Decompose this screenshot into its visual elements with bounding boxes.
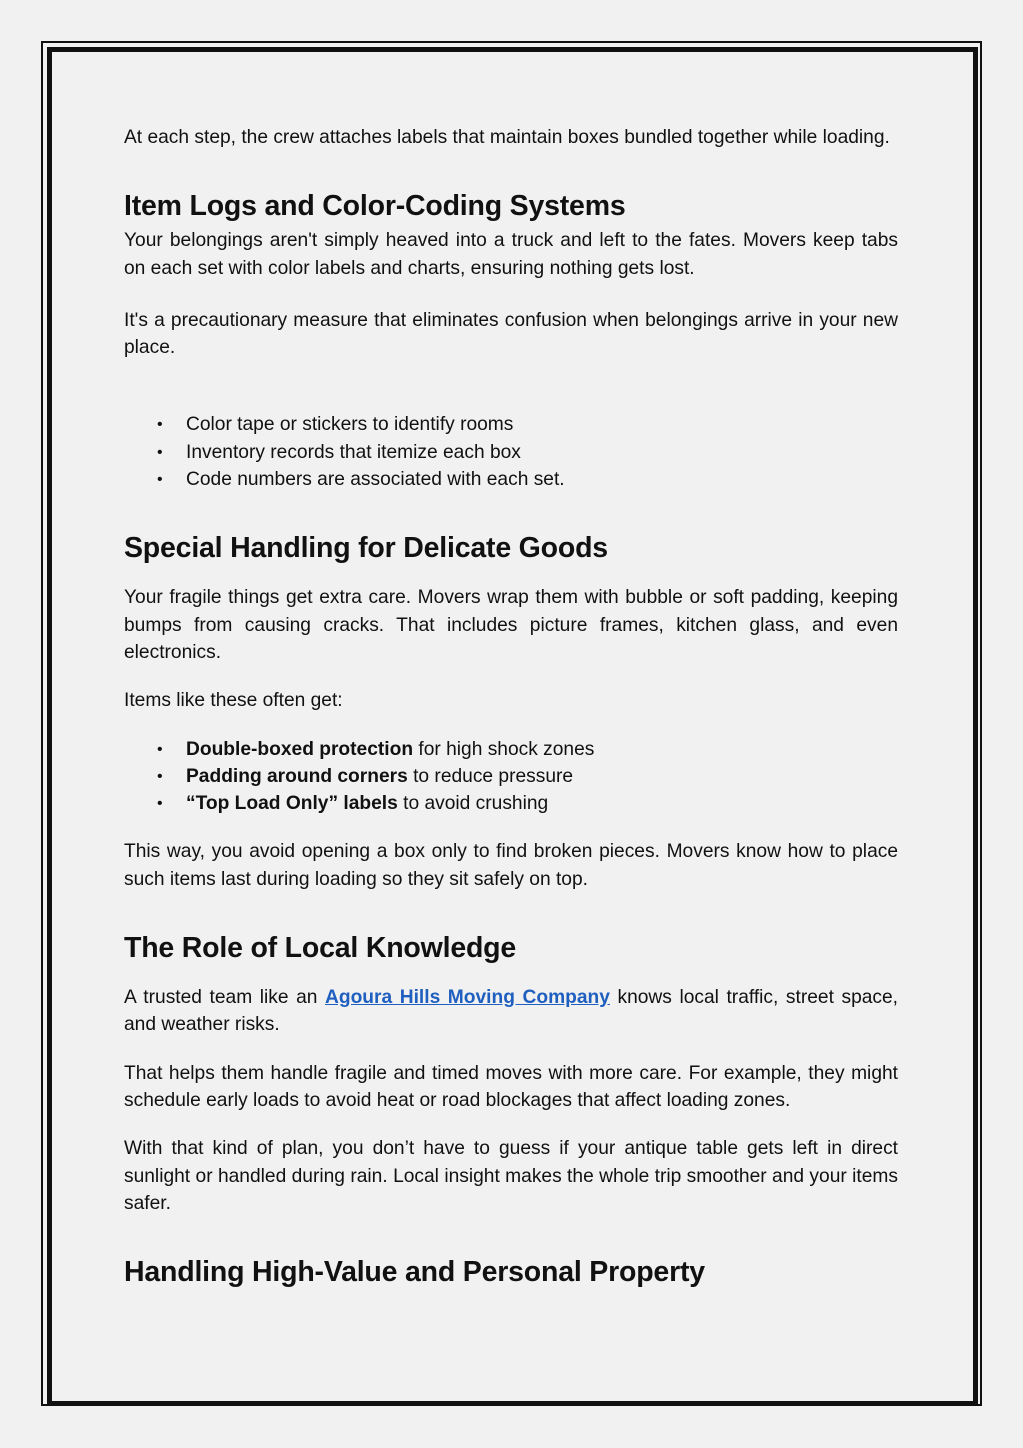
local-knowledge-text-before: A trusted team like an: [124, 987, 325, 1009]
list-item: [124, 466, 898, 493]
local-knowledge-paragraph-3: With that kind of plan, you don’t have to guess if your antique table gets left in direct sunlight or handled during rain. Local insight makes the whole trip smoother and your items safer.: [124, 1138, 898, 1214]
list-item-text: for high shock zones: [413, 738, 595, 760]
list-item-text: Inventory records that itemize each box: [186, 441, 521, 463]
local-knowledge-text-after: knows local traffic, street space, and weather risks.: [124, 987, 899, 1036]
delicate-goods-paragraph-3: This way, you avoid opening a box only to find broken pieces. Movers know how to place such items last during loading so they sit safely on top.: [124, 841, 898, 890]
delicate-goods-paragraph-2: Items like these often get:: [124, 690, 343, 712]
list-item-text: Code numbers are associated with each set.: [186, 469, 565, 491]
bullet-icon: •: [157, 416, 163, 434]
list-item-text: to reduce pressure: [407, 765, 574, 787]
delicate-goods-paragraph-1: Your fragile things get extra care. Movers wrap them with bubble or soft padding, keeping bumps from causing cracks. That includes picture frames, kitchen glass, and even electronics.: [124, 587, 898, 663]
item-logs-list: [124, 411, 898, 493]
intro-paragraph: At each step, the crew attaches labels that maintain boxes bundled together while loading.: [124, 127, 890, 148]
delicate-goods-list: [124, 736, 898, 818]
agoura-hills-moving-company-link[interactable]: Agoura Hills Moving Company: [325, 987, 610, 1009]
list-item: [124, 439, 898, 466]
bullet-icon: •: [157, 795, 163, 813]
local-knowledge-paragraph-2: That helps them handle fragile and timed moves with more care. For example, they might schedule early loads to avoid heat or road blockages that affect loading zones.: [124, 1062, 898, 1111]
bullet-icon: •: [157, 471, 163, 489]
list-item-bold: “Top Load Only” labels: [186, 793, 398, 815]
heading-item-logs: Item Logs and Color-Coding Systems: [124, 190, 626, 223]
list-item-bold: Double-boxed protection: [186, 738, 414, 760]
list-item: [124, 411, 898, 438]
item-logs-paragraph-2: It's a precautionary measure that eliminates confusion when belongings arrive in your new place.: [124, 309, 898, 359]
heading-delicate-goods: Special Handling for Delicate Goods: [124, 532, 608, 565]
document-body: [124, 124, 898, 1289]
bullet-icon: •: [157, 767, 163, 785]
item-logs-paragraph-1: Your belongings aren't simply heaved into a truck and left to the fates. Movers keep tabs on each set with color labels and charts, ensuring nothing gets lost.: [124, 230, 898, 279]
list-item-text: Color tape or stickers to identify rooms: [186, 414, 514, 436]
heading-local-knowledge: The Role of Local Knowledge: [124, 932, 517, 965]
list-item: [124, 763, 898, 790]
heading-high-value-property: Handling High-Value and Personal Property: [124, 1256, 705, 1289]
local-knowledge-paragraph-1: [124, 984, 898, 1039]
bullet-icon: •: [157, 443, 163, 461]
list-item-bold: Padding around corners: [186, 765, 408, 787]
list-item: [124, 736, 898, 763]
list-item-text: to avoid crushing: [397, 793, 549, 815]
list-item: [124, 790, 898, 817]
bullet-icon: •: [157, 740, 163, 758]
